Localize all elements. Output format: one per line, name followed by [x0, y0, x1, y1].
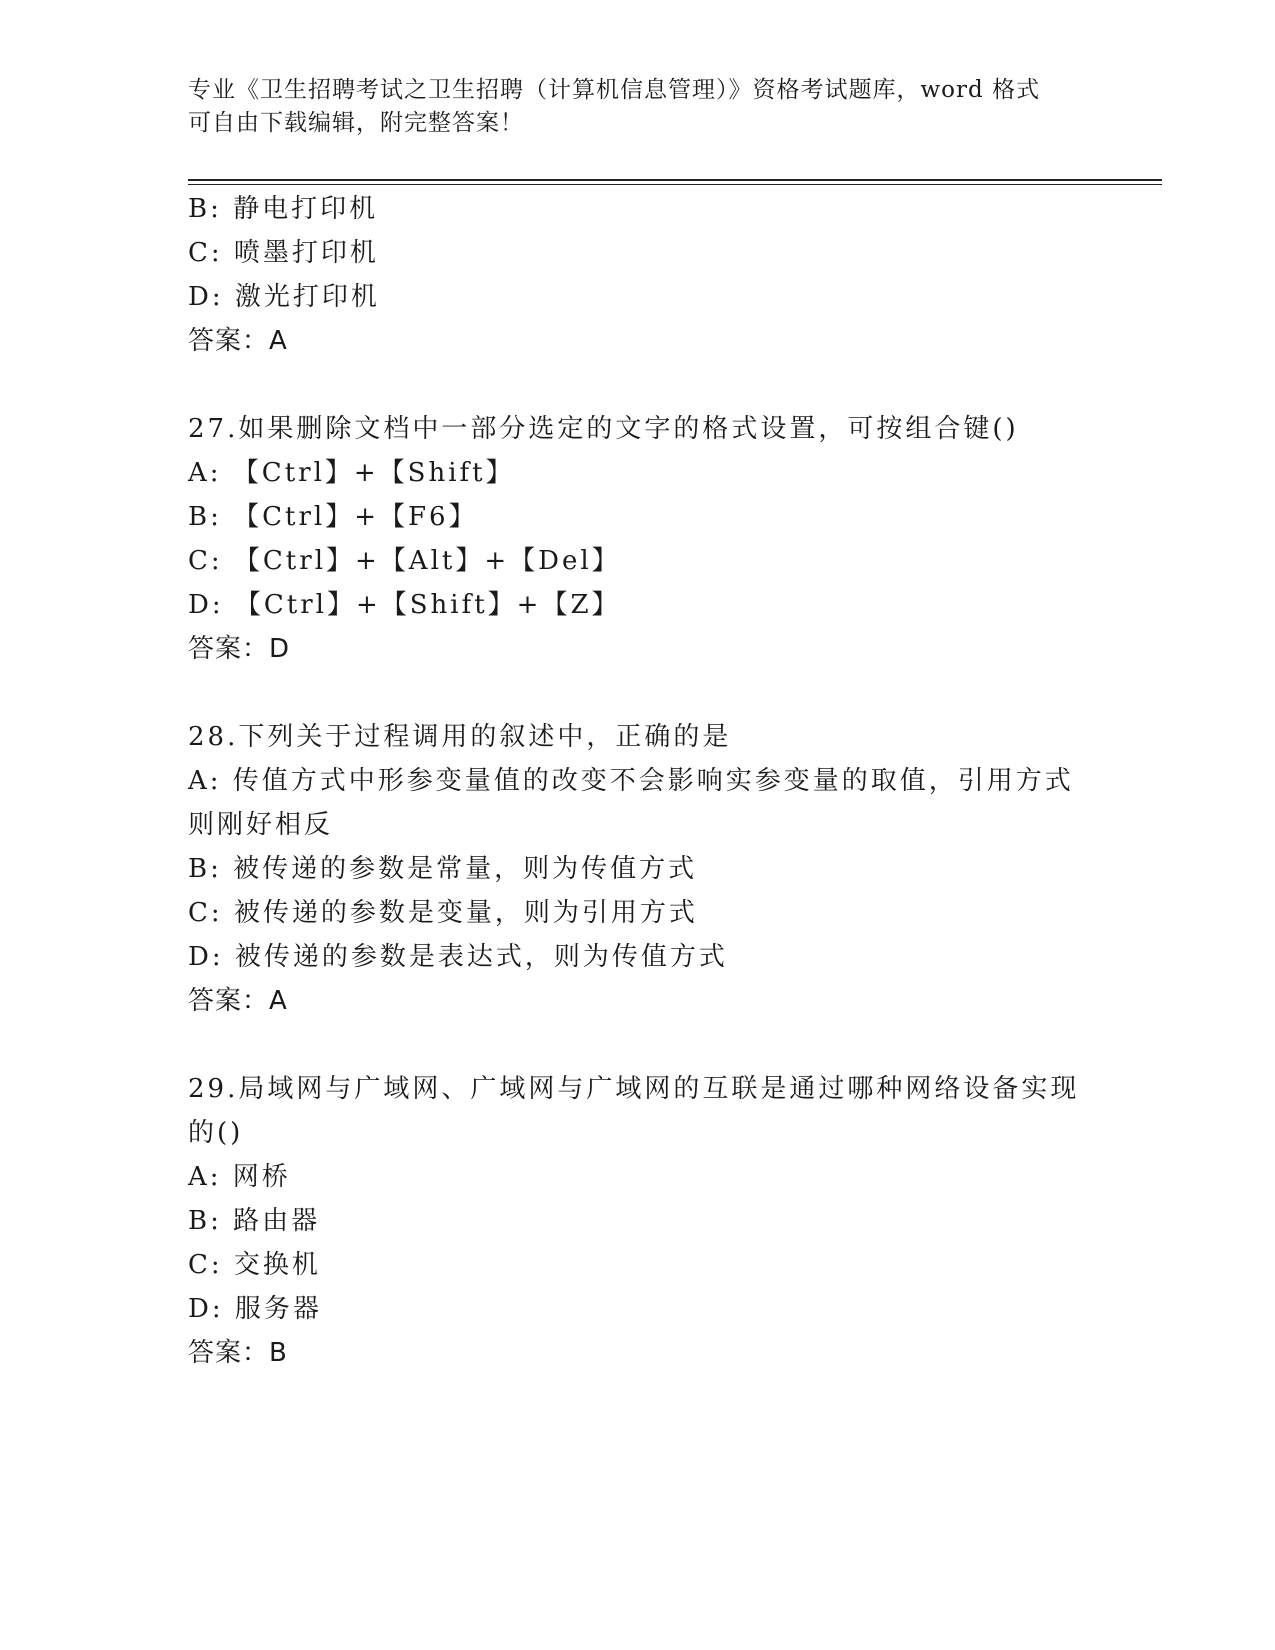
- q29-question-line-1: 29.局域网与广域网、广域网与广域网的互联是通过哪种网络设备实现: [188, 1074, 1080, 1104]
- q29-option-d: D: 服务器: [188, 1294, 322, 1324]
- q26-answer: 答案：A: [188, 326, 288, 356]
- q28-answer: 答案：A: [188, 986, 288, 1016]
- q27-option-a: A: 【Ctrl】+【Shift】: [188, 458, 515, 488]
- q29-option-b: B: 路由器: [188, 1206, 321, 1236]
- q26-option-c: C: 喷墨打印机: [188, 238, 379, 268]
- q28-option-a-line-2: 则刚好相反: [188, 810, 334, 840]
- header-rule-thick: [188, 179, 1162, 181]
- q29-question-line-2: 的(): [188, 1118, 244, 1148]
- header-line-1: 专业《卫生招聘考试之卫生招聘（计算机信息管理）》资格考试题库，word 格式: [188, 77, 1041, 103]
- q28-option-a-line-1: A: 传值方式中形参变量值的改变不会影响实参变量的取值，引用方式: [188, 766, 1074, 796]
- q27-answer: 答案：D: [188, 634, 291, 664]
- q29-option-c: C: 交换机: [188, 1250, 321, 1280]
- q28-option-d: D: 被传递的参数是表达式，则为传值方式: [188, 942, 728, 972]
- q26-option-d: D: 激光打印机: [188, 282, 380, 312]
- q28-option-c: C: 被传递的参数是变量，则为引用方式: [188, 898, 698, 928]
- q26-option-b: B: 静电打印机: [188, 194, 379, 224]
- q27-option-b: B: 【Ctrl】+【F6】: [188, 502, 478, 532]
- q27-option-d: D: 【Ctrl】+【Shift】+【Z】: [188, 590, 621, 620]
- q29-answer: 答案：B: [188, 1338, 288, 1368]
- q28-question: 28.下列关于过程调用的叙述中，正确的是: [188, 722, 732, 752]
- q28-option-b: B: 被传递的参数是常量，则为传值方式: [188, 854, 698, 884]
- header-line-2: 可自由下载编辑，附完整答案！: [188, 110, 524, 136]
- q27-question: 27.如果删除文档中一部分选定的文字的格式设置，可按组合键(): [188, 414, 1019, 444]
- q29-option-a: A: 网桥: [188, 1162, 291, 1192]
- header-rule-thin: [188, 184, 1162, 185]
- document-header: [188, 74, 1088, 140]
- q27-option-c: C: 【Ctrl】+【Alt】+【Del】: [188, 546, 621, 576]
